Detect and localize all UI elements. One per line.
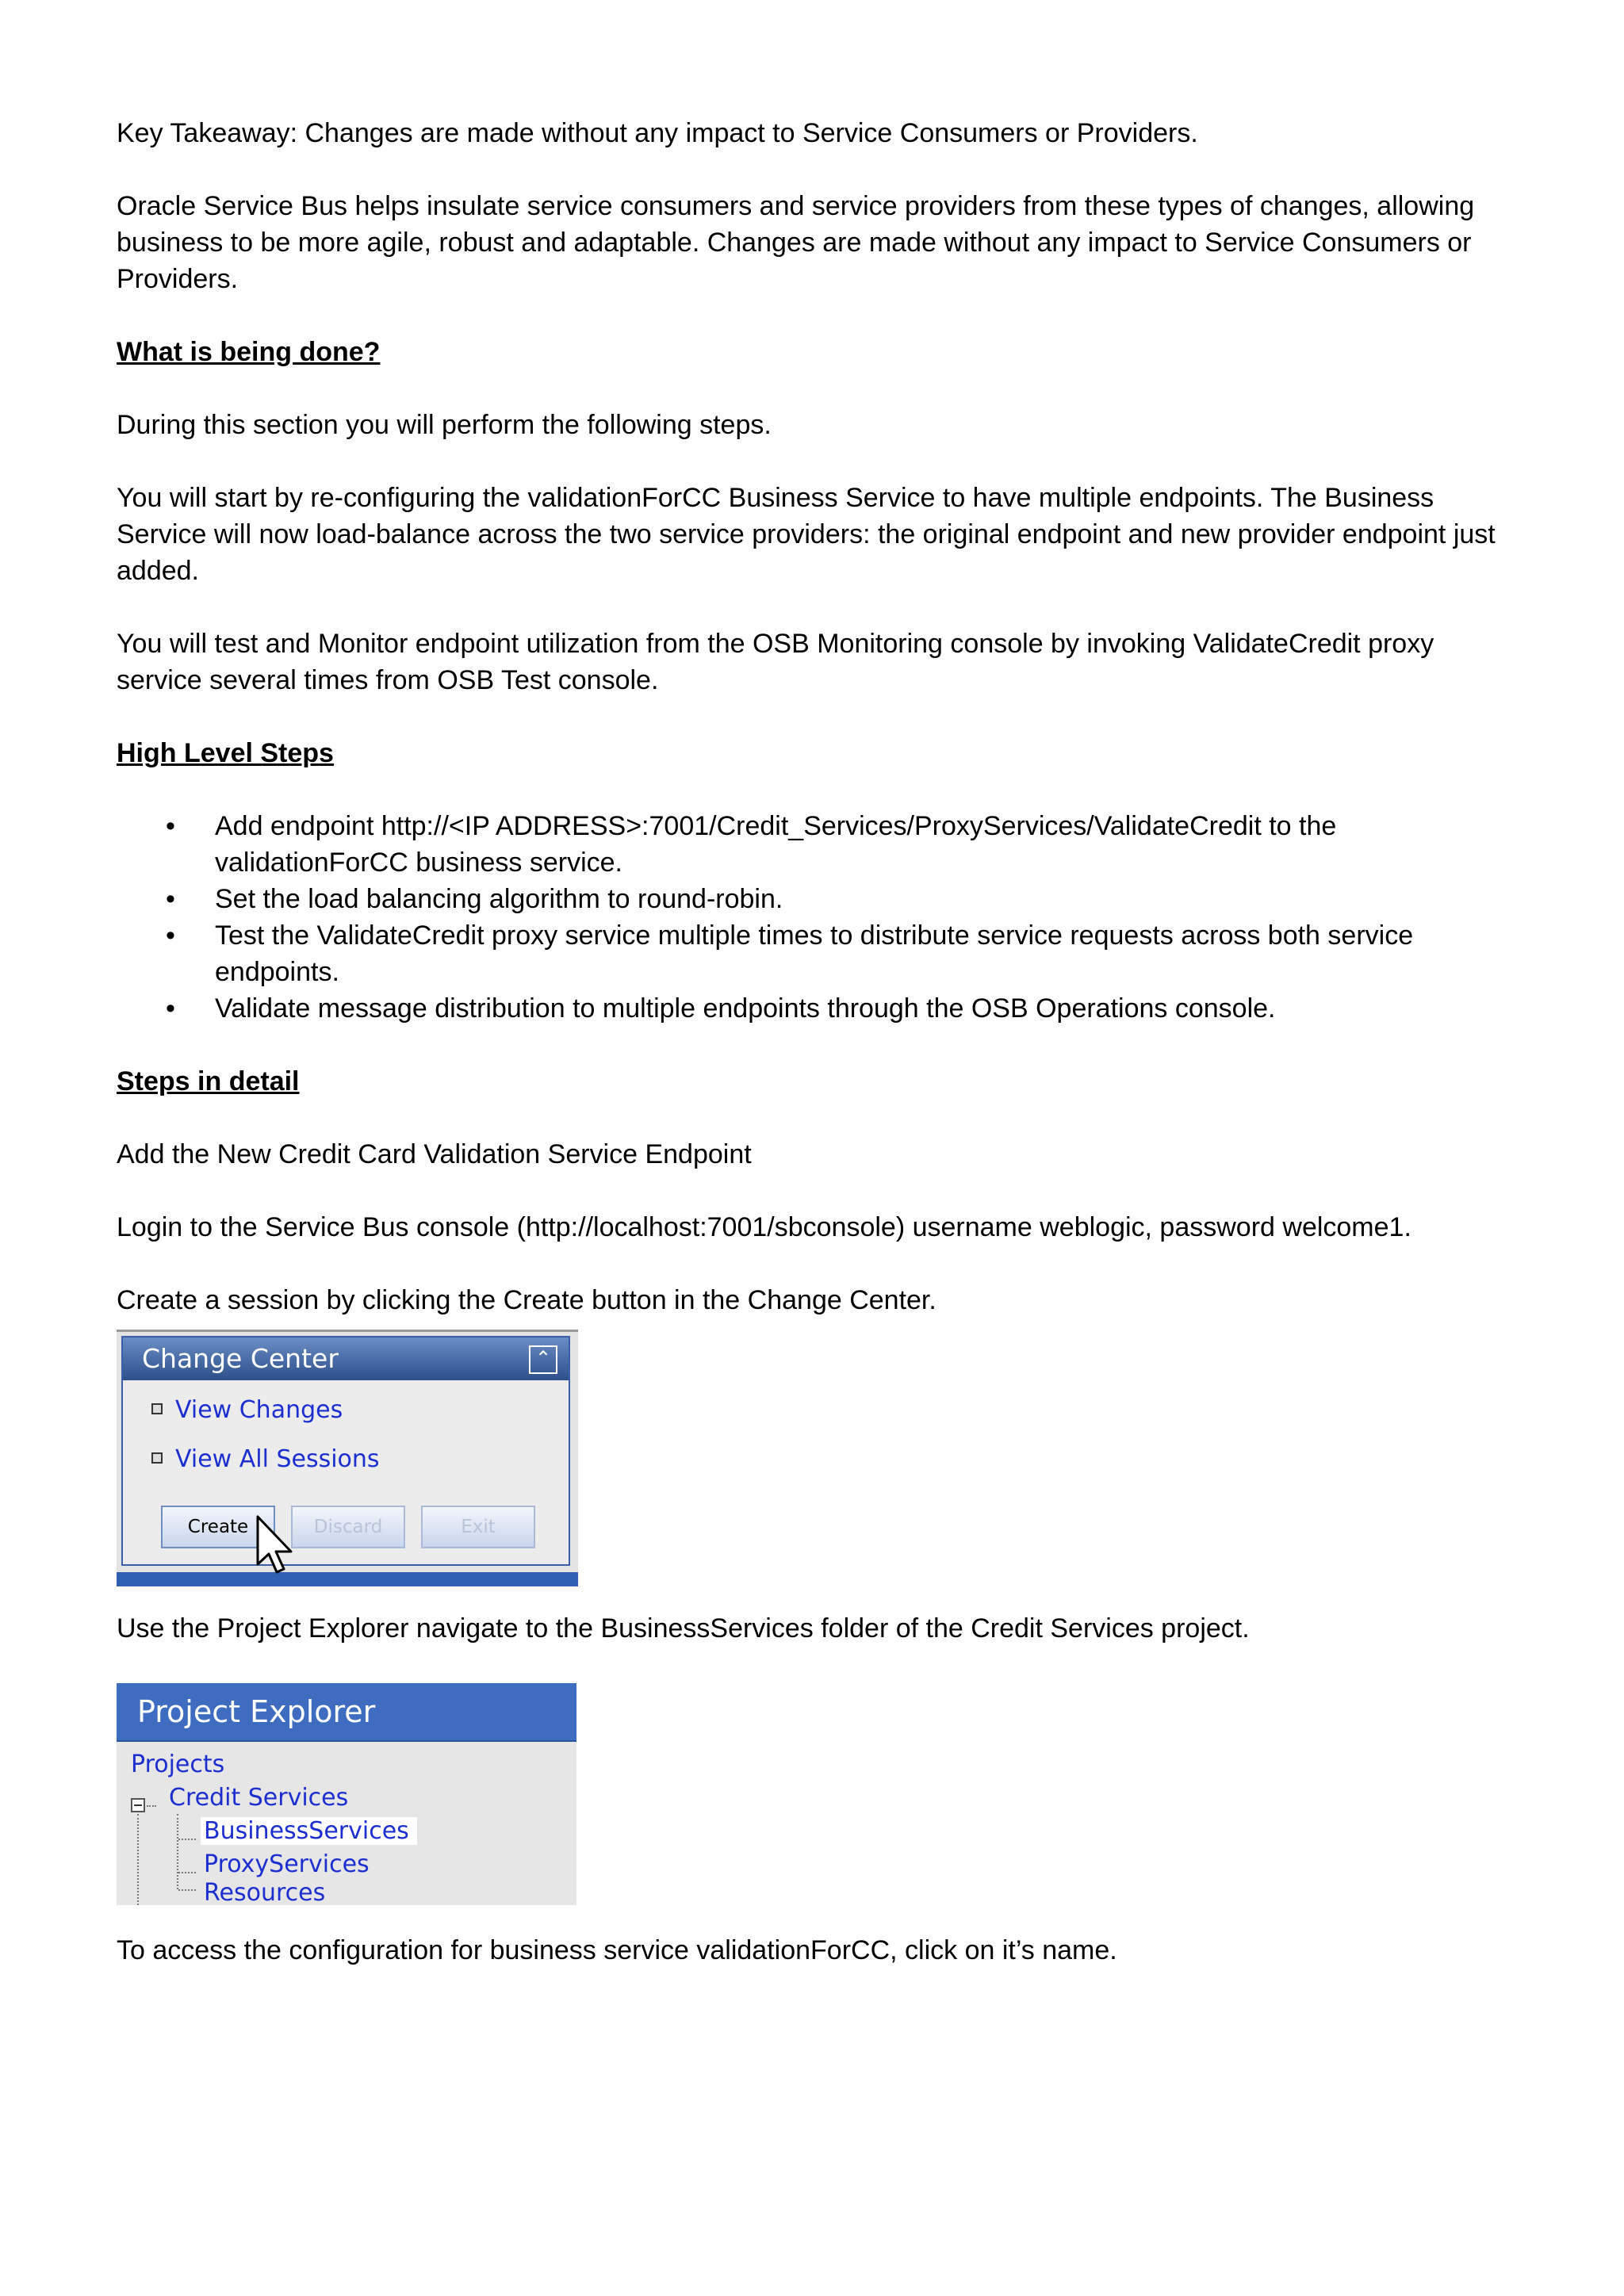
change-center-title: Change Center	[142, 1343, 339, 1374]
during-paragraph: During this section you will perform the following steps.	[117, 410, 772, 440]
reconfigure-paragraph: You will start by re-configuring the validationForCC Business Service to have multiple endpoints. The Business Service will now load-balance across the two service providers: the original endpoint and new provider endpoint just added.	[117, 483, 1496, 586]
tree-connector	[178, 1889, 196, 1891]
tree-connector	[178, 1839, 196, 1840]
divider	[117, 1330, 578, 1332]
create-session-paragraph: Create a session by clicking the Create button in the Change Center.	[117, 1285, 936, 1315]
collapse-icon[interactable]: ⌃	[529, 1345, 557, 1374]
tree-item-resources[interactable]: Resources	[204, 1879, 326, 1907]
project-explorer-title: Project Explorer	[137, 1694, 376, 1729]
what-is-being-done-heading: What is being done?	[117, 337, 381, 367]
login-paragraph: Login to the Service Bus console (http://localhost:7001/sbconsole) username weblogic, password welcome1.	[117, 1212, 1411, 1242]
view-changes-link[interactable]	[151, 1395, 343, 1426]
tree-connector	[137, 1814, 139, 1905]
high-level-steps-list	[117, 808, 1512, 1027]
key-takeaway-paragraph: Key Takeaway: Changes are made without any impact to Service Consumers or Providers.	[117, 118, 1198, 148]
test-monitor-paragraph: You will test and Monitor endpoint utilization from the OSB Monitoring console by invoking ValidateCredit proxy service several times from OSB Test console.	[117, 629, 1434, 695]
tree-item-proxy-services[interactable]: ProxyServices	[204, 1850, 370, 1878]
list-item: • Set the load balancing algorithm to round-robin.	[215, 881, 1512, 917]
list-item: • Add endpoint http://<IP ADDRESS>:7001/Credit_Services/ProxyServices/ValidateCredit to the validationForCC business service.	[215, 808, 1512, 881]
add-endpoint-paragraph: Add the New Credit Card Validation Service Endpoint	[117, 1139, 752, 1169]
discard-button[interactable]: Discard	[291, 1506, 405, 1548]
bullet-square-icon	[151, 1403, 163, 1414]
tree-connector	[178, 1872, 196, 1873]
change-center-screenshot	[117, 1330, 578, 1586]
tree-item-projects[interactable]: Projects	[131, 1751, 225, 1778]
project-explorer-screenshot	[117, 1683, 576, 1905]
tree-minus-icon[interactable]	[131, 1798, 145, 1812]
change-center-bottom-bar	[117, 1572, 578, 1586]
insulate-paragraph: Oracle Service Bus helps insulate service consumers and service providers from these types of changes, allowing business to be more agile, robust and adaptable. Changes are made without any impact to Service Consumers or Providers.	[117, 191, 1475, 294]
bullet-square-icon	[151, 1452, 163, 1464]
create-button[interactable]: Create	[161, 1506, 275, 1548]
document-body	[117, 115, 1512, 2005]
list-item: • Test the ValidateCredit proxy service multiple times to distribute service requests across both service endpoints.	[215, 917, 1512, 990]
steps-in-detail-heading: Steps in detail	[117, 1066, 300, 1096]
change-center-header	[123, 1337, 569, 1380]
exit-button[interactable]: Exit	[421, 1506, 535, 1548]
project-explorer-paragraph: Use the Project Explorer navigate to the BusinessServices folder of the Credit Services project.	[117, 1613, 1250, 1644]
view-all-sessions-link[interactable]	[151, 1444, 380, 1475]
tree-connector	[147, 1805, 156, 1807]
list-item: • Validate message distribution to multiple endpoints through the OSB Operations console.	[215, 990, 1512, 1027]
view-all-sessions-label: View All Sessions	[175, 1445, 380, 1473]
tree-item-label: BusinessServices	[201, 1817, 417, 1845]
project-explorer-header	[117, 1683, 576, 1742]
view-changes-label: View Changes	[175, 1396, 343, 1424]
high-level-steps-heading: High Level Steps	[117, 738, 334, 768]
change-center-panel	[121, 1336, 570, 1566]
access-config-paragraph: To access the configuration for business service validationForCC, click on it’s name.	[117, 1935, 1117, 1965]
tree-item-credit-services[interactable]: Credit Services	[169, 1784, 349, 1812]
mouse-pointer-icon	[256, 1515, 296, 1575]
tree-item-business-services[interactable]	[201, 1816, 417, 1846]
tree-connector	[177, 1814, 178, 1889]
